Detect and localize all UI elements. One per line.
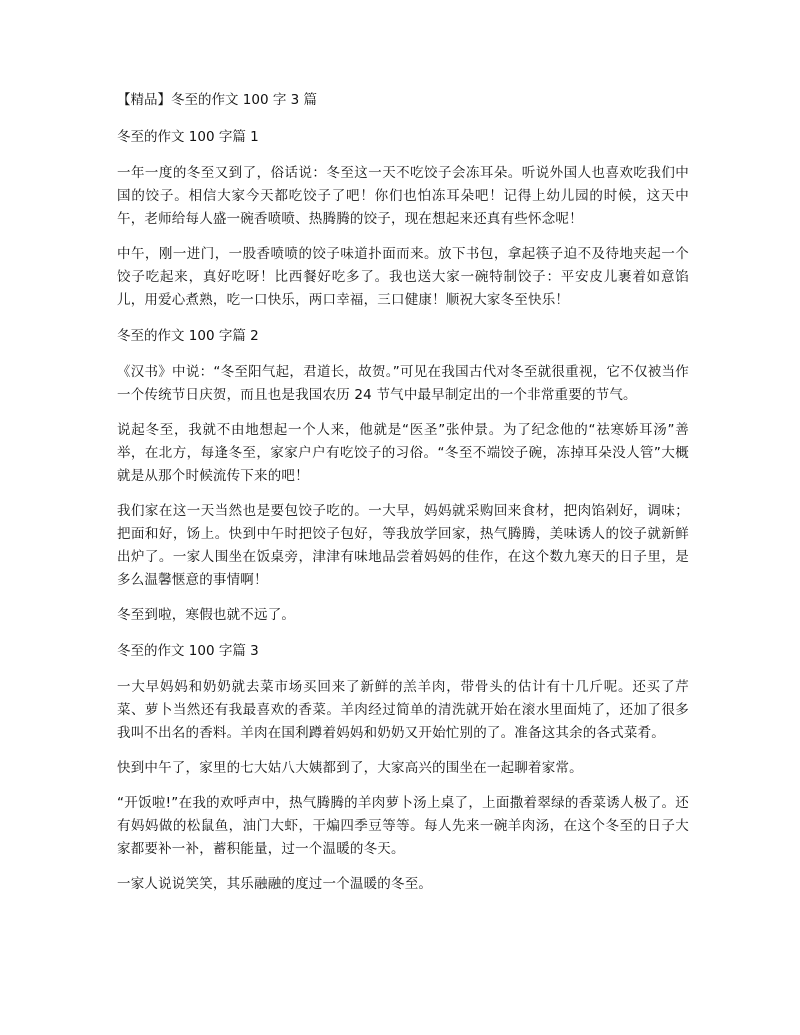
- section-heading: 冬至的作文 100 字篇 2: [117, 328, 259, 344]
- section-2: [117, 324, 689, 627]
- document-title: 【精品】冬至的作文 100 字 3 篇: [117, 92, 318, 108]
- document-page: [117, 88, 689, 908]
- paragraph: 快到中午了，家里的七大姑八大姨都到了，大家高兴的围坐在一起聊着家常。: [117, 760, 583, 776]
- paragraph: 一家人说说笑笑，其乐融融的度过一个温暖的冬至。: [117, 876, 433, 892]
- paragraph: 《汉书》中说：“冬至阳气起，君道长，故贺。”可见在我国古代对冬至就很重视，它不仅被当作一个传统节日庆贺，而且也是我国农历 24 节气中最早制定出的一个非常重要的节气。: [117, 364, 689, 403]
- paragraph: 中午，刚一进门，一股香喷喷的饺子味道扑面而来。放下书包，拿起筷子迫不及待地夹起一个饺子吃起来，真好吃呀！比西餐好吃多了。我也送大家一碗特制饺子：平安皮儿裹着如意馅儿，用爱心煮熟，吃一口快乐，两口幸福，三口健康！顺祝大家冬至快乐！: [117, 246, 689, 308]
- section-heading: 冬至的作文 100 字篇 3: [117, 643, 259, 659]
- section-heading: 冬至的作文 100 字篇 1: [117, 129, 259, 145]
- section-1: [117, 125, 689, 312]
- section-3: [117, 639, 689, 896]
- paragraph: 我们家在这一天当然也是要包饺子吃的。一大早，妈妈就采购回来食材，把肉馅剁好，调味；把面和好，饧上。快到中午时把饺子包好，等我放学回家，热气腾腾，美味诱人的饺子就新鲜出炉了。一家人围坐在饭桌旁，津津有味地品尝着妈妈的佳作，在这个数九寒天的日子里，是多么温馨惬意的事情啊！: [117, 503, 689, 588]
- paragraph: “开饭啦!”在我的欢呼声中，热气腾腾的羊肉萝卜汤上桌了，上面撒着翠绿的香菜诱人极了。还有妈妈做的松鼠鱼，油门大虾，干煸四季豆等等。每人先来一碗羊肉汤，在这个冬至的日子大家都要补一补，蓄积能量，过一个温暖的冬天。: [117, 795, 689, 857]
- paragraph: 一年一度的冬至又到了，俗话说：冬至这一天不吃饺子会冻耳朵。听说外国人也喜欢吃我们中国的饺子。相信大家今天都吃饺子了吧！你们也怕冻耳朵吧！记得上幼儿园的时候，这天中午，老师给每人盛一碗香喷喷、热腾腾的饺子，现在想起来还真有些怀念呢！: [117, 165, 689, 227]
- paragraph: 一大早妈妈和奶奶就去菜市场买回来了新鲜的羔羊肉，带骨头的估计有十几斤呢。还买了芹菜、萝卜当然还有我最喜欢的香菜。羊肉经过简单的清洗就开始在滚水里面炖了，还加了很多我叫不出名的香料。羊肉在国利蹲着妈妈和奶奶又开始忙别的了。准备这其余的各式菜肴。: [117, 679, 689, 741]
- paragraph: 冬至到啦，寒假也就不远了。: [117, 607, 296, 623]
- paragraph: 说起冬至，我就不由地想起一个人来，他就是“医圣”张仲景。为了纪念他的“祛寒娇耳汤”善举，在北方，每逢冬至，家家户户有吃饺子的习俗。“冬至不端饺子碗，冻掉耳朵没人管”大概就是从那个时候流传下来的吧！: [117, 422, 689, 484]
